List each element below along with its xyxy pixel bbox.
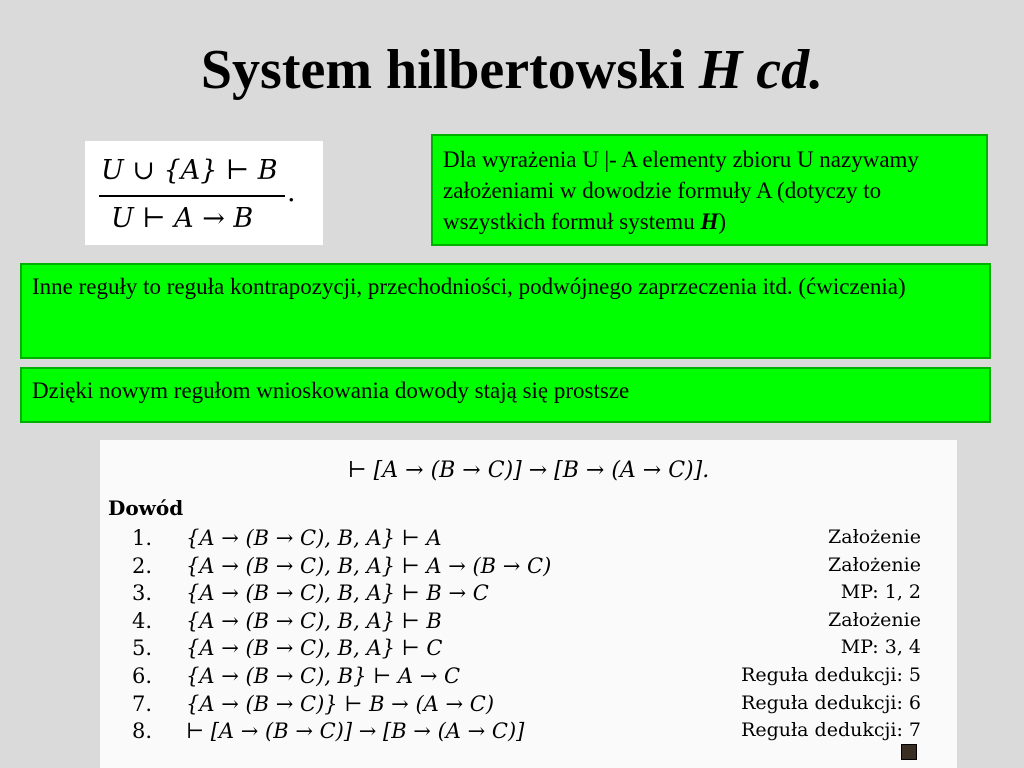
proof-step-row [100,609,957,637]
step-formula: {A → (B → C), B, A} ⊢ B [186,608,442,633]
simpler-proofs-text: Dzięki nowym regułom wnioskowania dowody stają się prostsze [32,378,630,403]
rule-conclusion: U ⊢ A → B [111,203,254,234]
rule-dot: . [287,177,296,208]
step-number: 1. [132,526,153,550]
assumptions-note-text: Dla wyrażenia U |- A elementy zbioru U nazywamy założeniami w dowodzie formuły A (dotyczy to wszystkich formuł systemu [443,147,919,234]
step-justification: Założenie [828,526,921,548]
title-italic: H cd. [698,39,824,101]
step-justification: Reguła dedukcji: 7 [741,719,921,742]
proof-step-row [100,692,957,720]
step-number: 7. [132,691,153,716]
step-formula: {A → (B → C), B, A} ⊢ B → C [186,581,489,606]
step-justification: MP: 1, 2 [840,581,921,604]
step-formula: {A → (B → C), B, A} ⊢ A [186,526,442,550]
other-rules-text: Inne reguły to reguła kontrapozycji, przechodniości, podwójnego zaprzeczenia itd. (ćwiczenia) [32,274,906,299]
proof-step-row [100,664,957,692]
step-formula: ⊢ [A → (B → C)] → [B → (A → C)] [186,719,525,744]
proof-step-row [100,526,957,554]
step-formula: {A → (B → C), B} ⊢ A → C [186,664,461,688]
system-h-emph: H [700,209,719,234]
step-number: 2. [132,553,153,578]
qed-square-icon [901,744,917,760]
assumptions-note-box [431,134,988,246]
proof-theorem: ⊢ [A → (B → C)] → [B → (A → C)]. [347,458,710,483]
step-formula: {A → (B → C), B, A} ⊢ A → (B → C) [186,553,552,578]
step-number: 5. [132,636,153,661]
slide-title [0,34,1024,106]
step-formula: {A → (B → C)} ⊢ B → (A → C) [186,691,495,716]
proof-step-row [100,719,957,747]
step-number: 8. [132,719,153,744]
step-justification: MP: 3, 4 [840,636,921,659]
title-main: System hilbertowski [200,39,699,101]
proof-step-row [100,554,957,582]
step-justification: Reguła dedukcji: 6 [741,691,921,714]
simpler-proofs-box [20,367,991,423]
step-justification: Reguła dedukcji: 5 [741,664,921,686]
other-rules-box [20,263,991,359]
step-justification: Założenie [828,553,921,576]
proof-step-row [100,636,957,664]
step-justification: Założenie [828,608,921,631]
step-number: 6. [132,664,153,688]
step-number: 4. [132,608,153,633]
proof-step-row [100,581,957,609]
assumptions-note-close: ) [718,209,727,234]
step-number: 3. [132,581,153,606]
deduction-rule-image [85,141,323,245]
deduction-rule-svg [85,141,323,245]
proof-image [100,440,957,768]
step-formula: {A → (B → C), B, A} ⊢ C [186,636,443,661]
rule-premise: U ∪ {A} ⊢ B [101,155,278,186]
proof-heading: Dowód [108,496,184,520]
